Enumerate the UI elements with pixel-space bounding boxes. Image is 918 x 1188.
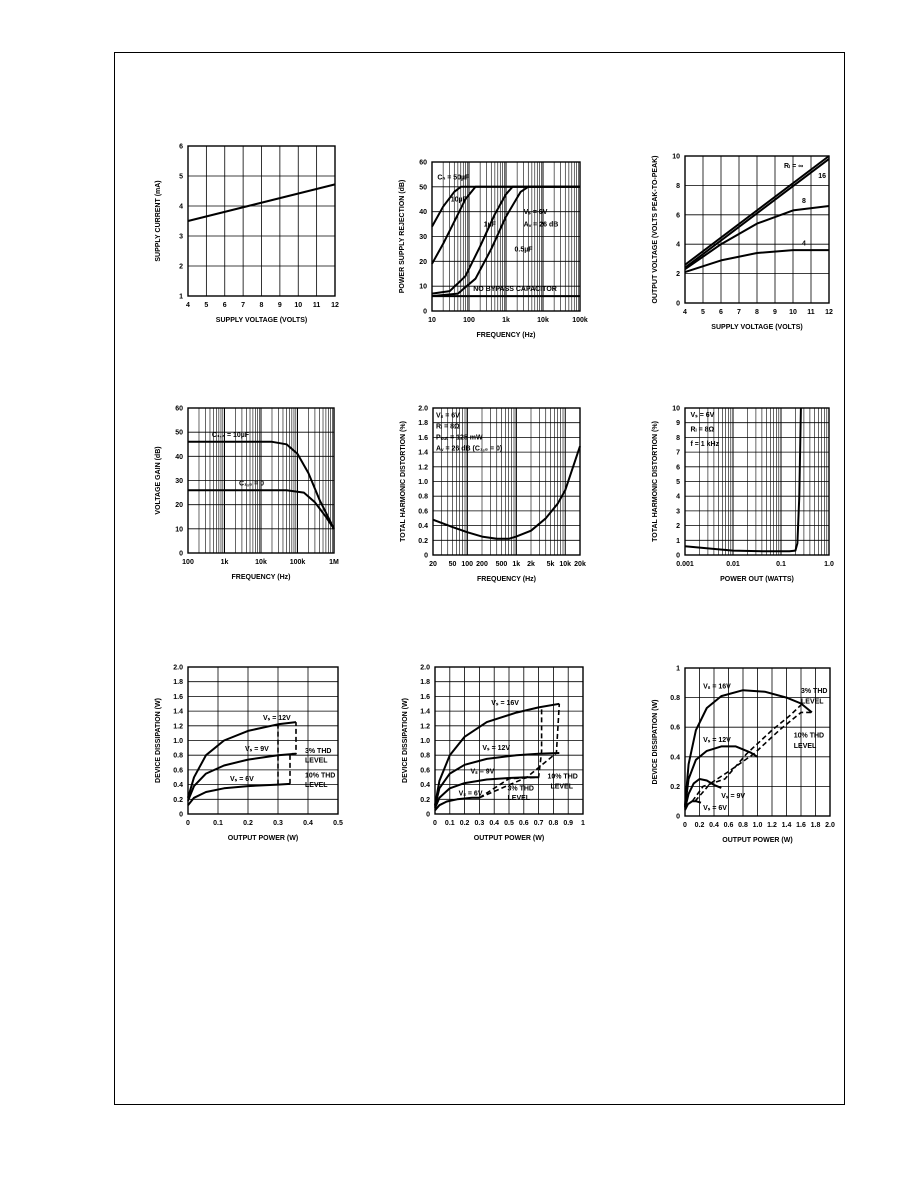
annotation-label: 0.5µF — [514, 246, 533, 254]
annotation-label: Vₛ = 6V — [230, 775, 254, 783]
x-tick-label: 12 — [331, 302, 339, 309]
x-tick-label: 0 — [186, 820, 190, 827]
y-tick-label: 0.4 — [420, 782, 430, 790]
x-tick-label: 0 — [433, 820, 437, 827]
x-axis-label: FREQUENCY (Hz) — [477, 576, 536, 583]
x-tick-label: 12 — [825, 309, 833, 316]
y-tick-label: 0.8 — [420, 752, 430, 760]
x-tick-label: 9 — [277, 302, 282, 309]
y-tick-label: 3 — [676, 508, 680, 516]
x-axis-label: SUPPLY VOLTAGE (VOLTS) — [215, 317, 308, 324]
annotation-label: Vₛ = 6V — [435, 412, 460, 420]
annotation-label: Vₛ = 9V — [721, 793, 746, 801]
x-tick-label: 5 — [701, 309, 705, 316]
y-tick-label: 1.4 — [418, 449, 428, 457]
annotation-label: LEVEL — [305, 757, 328, 765]
annotation-label: Vₛ = 16V — [491, 700, 519, 708]
x-tick-label: 20k — [574, 561, 586, 568]
x-tick-label: 100 — [461, 561, 474, 568]
y-axis-label: VOLTAGE GAIN (dB) — [155, 446, 162, 515]
y-tick-label: 8 — [676, 182, 680, 190]
annotation-label: 10% THD — [793, 732, 825, 740]
y-tick-label: 1.8 — [420, 679, 430, 687]
y-tick-label: 0 — [676, 300, 680, 308]
x-tick-label: 7 — [737, 309, 741, 316]
annotation-label: 3% THD — [305, 747, 332, 755]
y-tick-label: 10 — [175, 526, 183, 534]
grid — [188, 146, 335, 296]
annotation-label: Pₒᵤₜ = 125 mW — [435, 434, 483, 442]
y-axis-label: DEVICE DISSIPATION (W) — [652, 699, 659, 785]
x-axis-label: OUTPUT POWER (W) — [722, 837, 793, 844]
y-tick-label: 0.8 — [670, 695, 680, 703]
y-tick-label: 0.6 — [420, 767, 430, 775]
y-tick-label: 0.6 — [418, 508, 428, 516]
x-tick-label: 10 — [428, 317, 436, 324]
y-tick-label: 1.2 — [173, 723, 183, 731]
x-tick-label: 1.8 — [810, 822, 821, 829]
chart-dissipation-4ohm — [652, 666, 835, 845]
y-tick-label: 0 — [179, 550, 183, 558]
y-tick-label: 1.2 — [420, 723, 430, 731]
x-axis-label: FREQUENCY (Hz) — [476, 332, 536, 339]
x-tick-label: 1k — [502, 317, 510, 324]
annotation-label: LEVEL — [801, 698, 824, 706]
y-tick-label: 4 — [676, 493, 680, 501]
annotation-label: 10% THD — [547, 773, 578, 781]
y-tick-label: 50 — [175, 429, 183, 437]
y-tick-label: 1.6 — [418, 434, 428, 442]
chart-thd-frequency — [400, 406, 586, 584]
annotation-label: LEVEL — [305, 781, 328, 789]
y-tick-label: 6 — [179, 143, 183, 151]
y-axis-label: OUTPUT VOLTAGE (VOLTS PEAK-TO-PEAK) — [652, 155, 659, 304]
annotation-label: LEVEL — [793, 742, 817, 750]
y-tick-label: 3 — [179, 233, 183, 241]
annotation-label: Rₗ = 8Ω — [690, 426, 715, 434]
x-tick-label: 0.4 — [303, 820, 313, 827]
x-tick-label: 0.1 — [776, 561, 786, 568]
x-axis-label: SUPPLY VOLTAGE (VOLTS) — [711, 324, 803, 331]
y-tick-label: 30 — [175, 478, 183, 485]
y-tick-label: 8 — [676, 434, 680, 442]
x-tick-label: 4 — [186, 302, 190, 309]
x-tick-label: 5 — [204, 302, 209, 309]
annotation-label: 3% THD — [507, 785, 534, 793]
y-tick-label: 6 — [676, 212, 680, 220]
x-axis-label: FREQUENCY (Hz) — [231, 574, 291, 581]
y-tick-label: 0 — [423, 308, 427, 316]
x-tick-label: 0.5 — [504, 820, 514, 827]
x-tick-label: 0.3 — [474, 820, 485, 827]
y-tick-label: 0 — [676, 813, 680, 821]
y-tick-label: 1.2 — [418, 464, 428, 472]
y-tick-label: 1.0 — [418, 479, 428, 486]
y-tick-label: 1.0 — [420, 738, 430, 745]
x-tick-label: 0.1 — [444, 820, 455, 827]
grid — [685, 156, 829, 303]
y-tick-label: 0.8 — [418, 493, 428, 501]
x-tick-label: 0.7 — [533, 820, 544, 827]
y-axis-label: DEVICE DISSIPATION (W) — [155, 698, 162, 783]
y-tick-label: 0 — [179, 811, 183, 819]
y-tick-label: 1.0 — [173, 738, 183, 745]
y-tick-label: 20 — [175, 502, 183, 510]
x-tick-label: 0.1 — [213, 820, 223, 827]
x-tick-label: 8 — [259, 302, 264, 309]
y-tick-label: 0.2 — [418, 537, 428, 545]
y-tick-label: 2 — [179, 263, 183, 271]
x-tick-label: 2.0 — [825, 822, 835, 829]
y-tick-label: 1 — [179, 293, 183, 301]
y-tick-label: 0.6 — [173, 767, 183, 775]
annotation-label: Vₛ = 16V — [703, 683, 731, 691]
x-tick-label: 1.4 — [781, 822, 792, 829]
x-tick-label: 11 — [807, 309, 815, 316]
annotation-label: Vₛ = 12V — [482, 745, 511, 753]
y-tick-label: 0.4 — [418, 523, 428, 531]
x-tick-label: 10k — [559, 561, 572, 568]
y-tick-label: 30 — [419, 234, 427, 241]
x-tick-label: 100k — [289, 559, 306, 566]
chart-voltage-gain — [155, 406, 339, 582]
annotation-label: LEVEL — [507, 795, 531, 803]
x-tick-label: 0.2 — [243, 820, 253, 827]
x-tick-label: 6 — [719, 309, 723, 316]
y-tick-label: 1.4 — [173, 708, 183, 716]
annotation-label: 1µF — [483, 221, 496, 229]
y-tick-label: 0 — [426, 811, 430, 819]
annotation-label: 10% THD — [305, 772, 336, 780]
y-tick-label: 60 — [419, 159, 427, 167]
x-tick-label: 0.001 — [676, 561, 694, 568]
y-tick-label: 2 — [676, 271, 680, 279]
x-tick-label: 2k — [527, 561, 535, 568]
y-tick-label: 5 — [676, 479, 680, 486]
y-tick-label: 2.0 — [173, 664, 183, 672]
x-tick-label: 500 — [495, 561, 508, 568]
x-tick-label: 100k — [572, 317, 588, 324]
y-tick-label: 5 — [179, 173, 183, 181]
x-tick-label: 0.2 — [459, 820, 470, 827]
y-tick-label: 0.2 — [420, 796, 430, 804]
chart-dissipation-16ohm — [402, 665, 585, 843]
x-tick-label: 1.0 — [752, 822, 763, 829]
annotation-label: 10µF — [450, 196, 467, 204]
series-line-dashed — [290, 722, 296, 784]
y-tick-label: 6 — [676, 464, 680, 472]
annotation-label: NO BYPASS CAPACITOR — [473, 286, 557, 294]
x-tick-label: 0.9 — [563, 820, 574, 827]
chart-thd-power — [652, 406, 834, 584]
x-tick-label: 0.8 — [548, 820, 559, 827]
y-tick-label: 4 — [676, 241, 680, 249]
y-tick-label: 1.6 — [420, 693, 430, 701]
y-tick-label: 2.0 — [418, 405, 428, 413]
y-tick-label: 0.8 — [173, 752, 183, 760]
annotation-label: Aᵥ = 26 dB — [523, 221, 559, 229]
annotation-label: Vₛ = 6V — [703, 805, 727, 813]
x-tick-label: 0 — [683, 822, 687, 829]
x-tick-label: 0.4 — [489, 820, 500, 827]
y-tick-label: 0 — [424, 552, 428, 560]
x-tick-label: 10 — [789, 309, 797, 316]
x-tick-label: 20 — [429, 561, 437, 568]
x-tick-label: 4 — [683, 309, 687, 316]
x-tick-label: 0.6 — [518, 820, 529, 827]
x-tick-label: 0.01 — [726, 561, 740, 568]
y-tick-label: 4 — [179, 203, 183, 211]
x-tick-label: 5k — [546, 561, 555, 568]
y-tick-label: 10 — [419, 283, 427, 291]
y-tick-label: 10 — [672, 405, 680, 413]
x-tick-label: 1M — [329, 559, 339, 566]
x-tick-label: 11 — [312, 302, 321, 309]
x-tick-label: 7 — [241, 302, 246, 309]
x-tick-label: 100 — [463, 317, 475, 324]
x-tick-label: 100 — [182, 559, 194, 566]
annotation-label: 3% THD — [801, 688, 828, 696]
x-tick-label: 1k — [512, 561, 521, 568]
x-tick-label: 8 — [755, 309, 759, 316]
y-axis-label: SUPPLY CURRENT (mA) — [155, 180, 162, 262]
chart-psrr — [399, 160, 588, 340]
x-tick-label: 1k — [220, 559, 229, 566]
annotation-label: Vₛ = 12V — [703, 737, 731, 744]
y-tick-label: 1.8 — [173, 679, 183, 687]
y-tick-label: 0.4 — [670, 754, 680, 762]
annotation-label: 4 — [802, 240, 806, 248]
annotation-label: Aᵥ = 26 dB (C₁,₈ = 0) — [435, 445, 503, 453]
annotation-label: Rₗ = ∞ — [784, 162, 804, 170]
x-tick-label: 0.5 — [333, 820, 343, 827]
y-tick-label: 2.0 — [420, 664, 430, 672]
x-tick-label: 0.2 — [694, 822, 705, 829]
annotation-label: Vₛ = 6V — [458, 790, 483, 798]
x-tick-label: 1 — [581, 820, 585, 827]
y-tick-label: 2 — [676, 523, 680, 531]
annotation-label: f = 1 kHz — [690, 441, 720, 449]
x-tick-label: 10k — [537, 317, 549, 324]
series-line — [188, 784, 290, 805]
x-tick-label: 9 — [773, 309, 777, 316]
x-tick-label: 200 — [476, 561, 488, 568]
x-tick-label: 1.0 — [824, 561, 834, 568]
x-tick-label: 0.4 — [709, 822, 719, 829]
y-tick-label: 40 — [419, 209, 427, 217]
annotation-label: Vₛ = 9V — [470, 768, 495, 776]
x-tick-label: 0.8 — [738, 822, 748, 829]
annotation-label: Vₛ = 6V — [690, 411, 715, 419]
y-tick-label: 20 — [419, 258, 427, 266]
y-tick-label: 40 — [175, 453, 183, 461]
y-tick-label: 7 — [676, 449, 680, 457]
annotation-label: 8 — [802, 198, 806, 206]
annotation-label: Vₛ = 12V — [263, 714, 291, 722]
y-axis-label: POWER SUPPLY REJECTION (dB) — [399, 179, 406, 294]
y-tick-label: 1.8 — [418, 420, 428, 428]
x-tick-label: 6 — [222, 302, 227, 309]
x-axis-label: OUTPUT POWER (W) — [227, 835, 299, 842]
annotation-label: LEVEL — [550, 783, 574, 791]
y-tick-label: 1.4 — [420, 708, 430, 716]
y-axis-label: DEVICE DISSIPATION (W) — [402, 698, 409, 783]
x-axis-label: POWER OUT (WATTS) — [720, 576, 794, 583]
annotation-label: C₁,₈ = 10µF — [211, 432, 250, 439]
annotation-label: Vₛ = 9V — [245, 745, 269, 753]
x-tick-label: 10k — [255, 559, 267, 566]
y-axis-label: TOTAL HARMONIC DISTORTION (%) — [652, 421, 659, 542]
y-tick-label: 9 — [676, 420, 680, 428]
y-tick-label: 0.2 — [173, 796, 183, 804]
x-tick-label: 0.3 — [273, 820, 283, 827]
annotation-label: Cₙ = 50µF — [437, 174, 470, 182]
y-tick-label: 0 — [676, 552, 680, 560]
annotation-label: Vₛ = 6V — [523, 209, 548, 217]
y-tick-label: 10 — [672, 153, 680, 161]
y-tick-label: 60 — [175, 405, 183, 413]
annotation-label: Rₗ = 8Ω — [435, 423, 460, 431]
chart-supply-current — [155, 144, 339, 325]
y-tick-label: 1.6 — [173, 693, 183, 701]
y-tick-label: 0.6 — [670, 724, 680, 732]
x-tick-label: 1.6 — [796, 822, 806, 829]
y-tick-label: 1 — [676, 665, 680, 673]
x-tick-label: 0.6 — [723, 822, 734, 829]
y-tick-label: 1 — [676, 537, 680, 545]
y-tick-label: 0.4 — [173, 782, 183, 790]
x-tick-label: 1.2 — [767, 822, 777, 829]
y-axis-label: TOTAL HARMONIC DISTORTION (%) — [400, 421, 407, 542]
x-tick-label: 50 — [448, 561, 457, 568]
x-tick-label: 10 — [294, 302, 303, 309]
chart-dissipation-8ohm — [155, 665, 343, 843]
annotation-label: C₁,₈ = 0 — [239, 480, 265, 488]
chart-output-voltage — [652, 154, 833, 332]
y-tick-label: 0.2 — [670, 783, 680, 791]
annotation-label: 16 — [818, 173, 826, 181]
y-tick-label: 50 — [419, 184, 427, 192]
x-axis-label: OUTPUT POWER (W) — [473, 835, 545, 842]
